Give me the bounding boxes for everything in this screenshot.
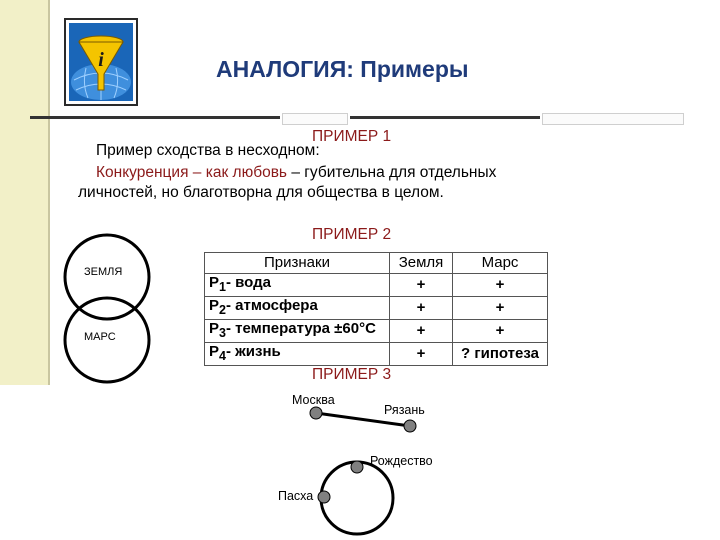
table-row <box>205 274 548 297</box>
example1-intro: Пример сходства в несходном: <box>96 142 320 159</box>
svg-text:i: i <box>98 49 104 71</box>
table-header: Земля <box>390 253 453 274</box>
mars-cell: + <box>453 274 548 297</box>
table-header: Марс <box>453 253 548 274</box>
table-row <box>205 320 548 343</box>
earth-cell: + <box>390 274 453 297</box>
table-header: Признаки <box>205 253 390 274</box>
table-header-row <box>205 253 548 274</box>
mars-label: МАРС <box>84 331 116 343</box>
earth-cell: + <box>390 297 453 320</box>
city-label-moscow: Москва <box>292 393 335 407</box>
example1-highlight: Конкуренция – как любовь <box>96 164 288 181</box>
earth-cell: + <box>390 343 453 366</box>
example1-line1-rest: – губительна для отдельных <box>287 164 497 181</box>
city-label-ryazan: Рязань <box>384 403 425 417</box>
feature-cell: $P_1-$ вода <box>205 274 390 297</box>
earth-label: ЗЕМЛЯ <box>84 266 123 278</box>
feature-cell: $P_2-$ атмосфера <box>205 297 390 320</box>
mars-cell: + <box>453 297 548 320</box>
easter-point <box>318 491 330 503</box>
page-title: АНАЛОГИЯ: Примеры <box>216 56 469 82</box>
christmas-point <box>351 461 363 473</box>
city-label-christmas: Рождество <box>370 454 433 468</box>
table-row <box>205 297 548 320</box>
example1-line2: личностей, но благотворна для общества в целом. <box>78 184 444 201</box>
features-table <box>204 252 548 366</box>
mars-cell: ? гипотеза <box>453 343 548 366</box>
ryazan-point <box>404 420 416 432</box>
feature-cell: $P_3-$ температура ±60°C <box>205 320 390 343</box>
mars-cell: + <box>453 320 548 343</box>
feature-cell: $P_4-$ жизнь <box>205 343 390 366</box>
earth-cell: + <box>390 320 453 343</box>
city-label-easter: Пасха <box>278 489 314 503</box>
example2-heading: ПРИМЕР 2 <box>312 226 392 243</box>
example3-heading: ПРИМЕР 3 <box>312 366 392 383</box>
table-row <box>205 343 548 366</box>
moscow-point <box>310 407 322 419</box>
example1-heading: ПРИМЕР 1 <box>312 128 392 145</box>
